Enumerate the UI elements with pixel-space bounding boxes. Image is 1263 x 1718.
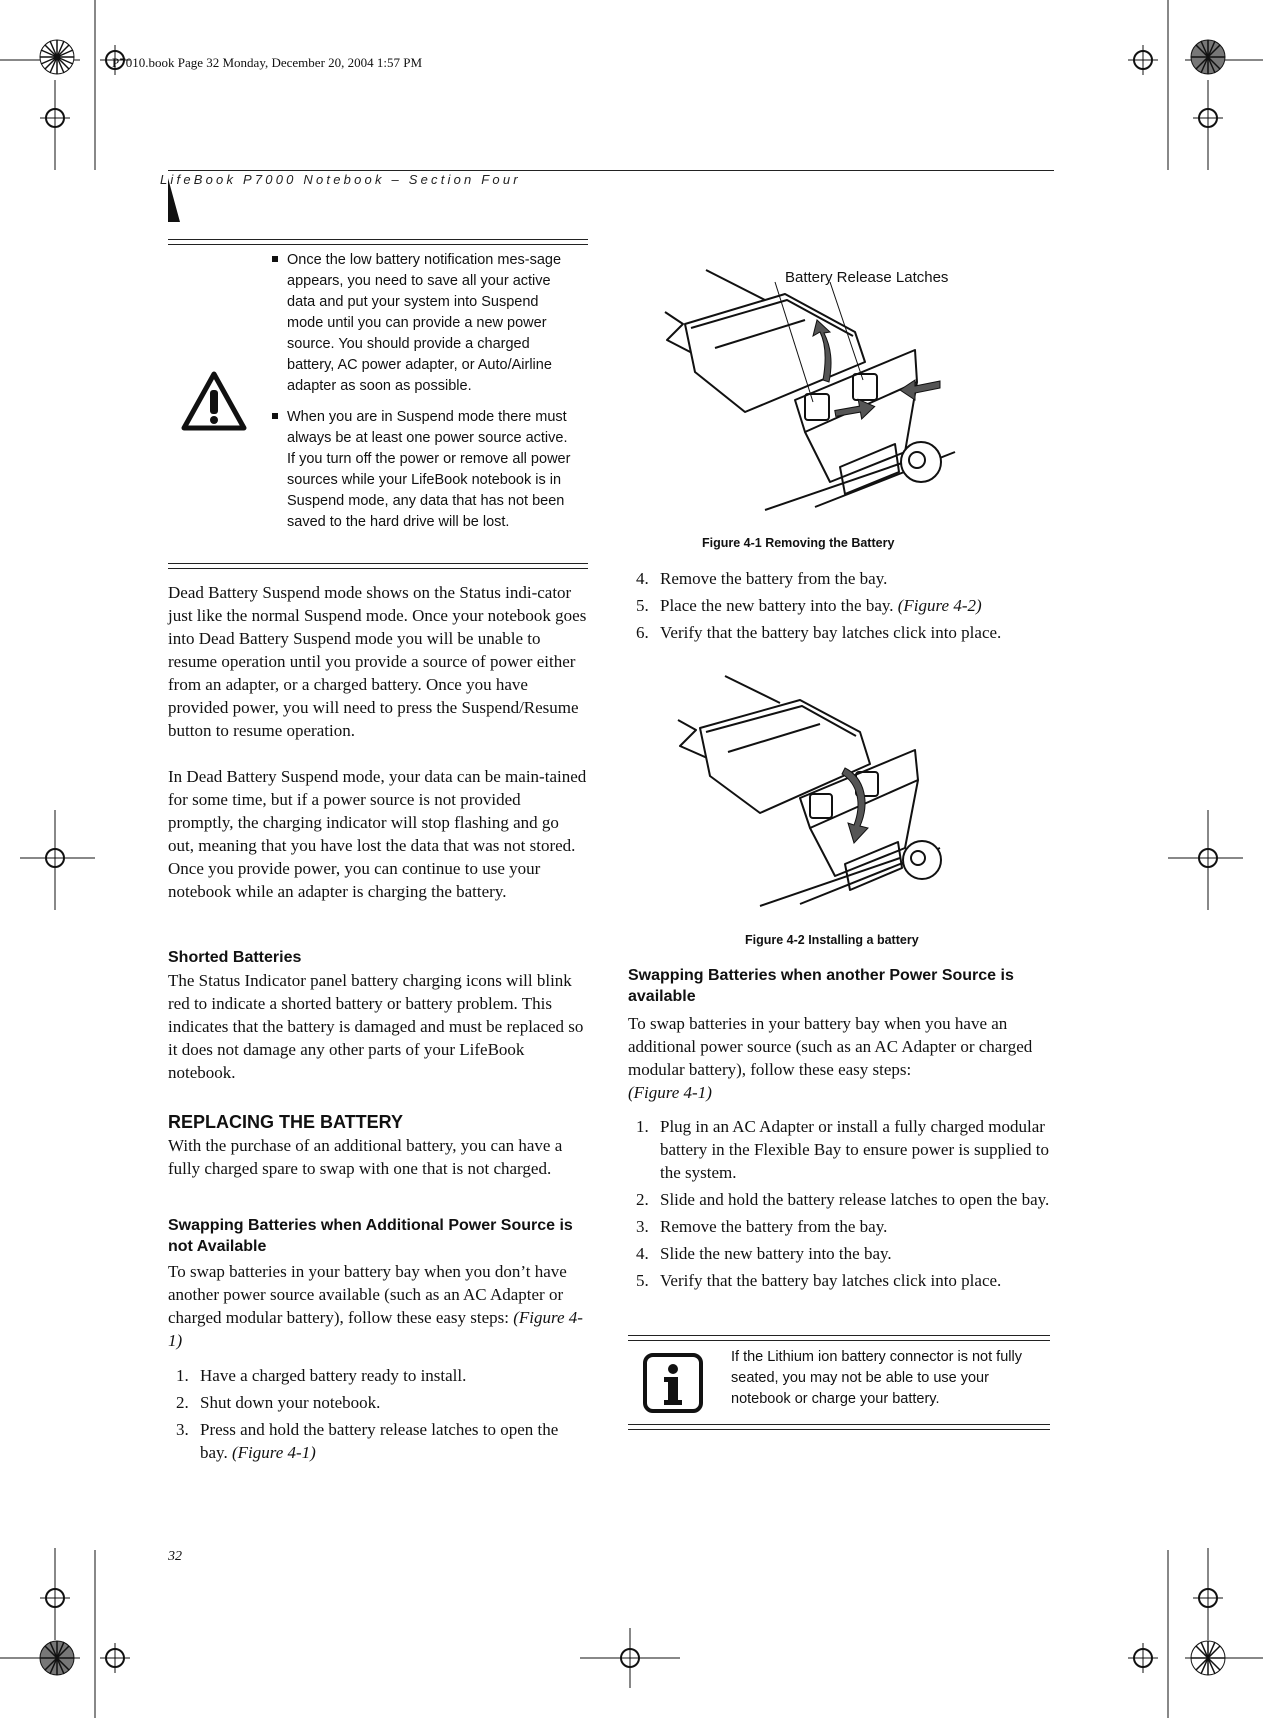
registration-target-icon — [37, 1638, 77, 1678]
steps-list-1 — [168, 1364, 588, 1468]
replacing-battery-heading: REPLACING THE BATTERY — [168, 1112, 404, 1132]
replacing-battery-text: With the purchase of an additional battery, you can have a fully charged spare to swap with one that is not charged. — [168, 1136, 563, 1178]
crosshair-icon — [1128, 1643, 1158, 1673]
list-item: 2. Slide and hold the battery release latches to open the bay. — [636, 1190, 1050, 1209]
list-item: 3. Press and hold the battery release latches to open the bay. (Figure 4-1) — [176, 1420, 559, 1462]
caution-item: When you are in Suspend mode there must always be at least one power source active. If you turn off the power or remove all power sources while your LifeBook notebook is in Suspend mode, any data that has not been saved to the hard drive will be lost. — [272, 407, 577, 533]
shorted-batteries-heading: Shorted Batteries — [168, 949, 302, 966]
figure-callout-label: Battery Release Latches — [785, 269, 949, 286]
crosshair-icon — [1193, 1583, 1223, 1613]
crosshair-icon — [40, 843, 70, 873]
caution-item: Once the low battery notification mes-sage appears, you need to save all your active data and put your system into Suspend mode until you can provide a new power source. You should provide a charged battery, AC power adapter, or Auto/Airline adapter as soon as possible. — [272, 250, 577, 397]
swap-available-heading: Swapping Batteries when another Power Source is available — [628, 967, 1014, 1005]
crosshair-icon — [100, 1643, 130, 1673]
list-item: 1. Plug in an AC Adapter or install a fully charged modular battery in the Flexible Bay to ensure power is supplied to the system. — [636, 1117, 1050, 1182]
swap-available-body: To swap batteries in your battery bay when you have an additional power source (such as an AC Adapter or charged modular battery), follow these easy steps: — [628, 1014, 1033, 1079]
info-icon — [642, 1352, 704, 1414]
steps-list-continued — [628, 567, 1058, 648]
list-item: 2. Shut down your notebook. — [176, 1393, 381, 1412]
crosshair-icon — [1193, 843, 1223, 873]
page-number: 32 — [168, 1549, 182, 1564]
swap-not-available-text — [168, 1260, 588, 1352]
note-top-rule — [628, 1335, 1050, 1341]
list-item: 5. Place the new battery into the bay. (Figure 4-2) — [636, 596, 982, 615]
steps-list-2 — [628, 1115, 1058, 1296]
print-slug: P7010.book Page 32 Monday, December 20, 2004 1:57 PM — [112, 55, 423, 70]
list-item: 1. Have a charged battery ready to install. — [176, 1366, 467, 1385]
figure-reference: (Figure 4-2) — [897, 596, 982, 615]
swap-not-available-heading: Swapping Batteries when Additional Power Source is not Available — [168, 1217, 573, 1255]
figure-4-2-caption: Figure 4-2 Installing a battery — [745, 933, 919, 947]
caution-bottom-rule — [168, 563, 588, 569]
warning-triangle-icon — [180, 370, 248, 432]
figure-reference: (Figure 4-1) — [628, 1083, 712, 1102]
shorted-batteries-text: The Status Indicator panel battery charging icons will blink red to indicate a shorted battery or battery problem. This indicates that the battery is damaged and must be replaced so it does not damage any other parts of your LifeBook notebook. — [168, 971, 584, 1082]
registration-target-icon — [1188, 37, 1228, 77]
figure-4-1-caption: Figure 4-1 Removing the Battery — [702, 536, 895, 550]
figure-reference: (Figure 4-1) — [168, 1308, 583, 1350]
dead-battery-paragraph-2: In Dead Battery Suspend mode, your data can be main-tained for some time, but if a power source is not provided promptly, the charging indicator will stop flashing and go out, meaning that you have lost the data that was not stored. Once you provide power, you can continue to use your notebook while an adapter is charging the battery. — [168, 767, 587, 901]
figure-4-2-illustration — [670, 668, 970, 908]
crosshair-icon — [1128, 45, 1158, 75]
list-item: 4. Remove the battery from the bay. — [636, 569, 888, 588]
registration-target-icon — [1188, 1638, 1228, 1678]
note-bottom-rule — [628, 1424, 1050, 1430]
crosshair-icon — [40, 1583, 70, 1613]
caution-top-rule — [168, 239, 588, 245]
list-item: 5. Verify that the battery bay latches click into place. — [636, 1271, 1002, 1290]
crosshair-icon — [580, 1628, 680, 1688]
list-item: 3. Remove the battery from the bay. — [636, 1217, 888, 1236]
caution-list — [272, 250, 577, 543]
swap-available-text — [628, 1012, 1058, 1104]
registration-target-icon — [37, 37, 77, 77]
dead-battery-paragraph: Dead Battery Suspend mode shows on the Status indi-cator just like the normal Suspend mode. Once your notebook goes into Dead Battery Suspend mode you will be unable to resume operation until you provide a source of power either from an adapter, or a charged battery. Once you have provided power, you will need to press the Suspend/Resume button to resume operation. — [168, 583, 587, 740]
swap-not-available-body: To swap batteries in your battery bay when you don’t have another power source available (such as an AC Adapter or charged modular battery), follow these easy steps: — [168, 1262, 567, 1327]
figure-reference: (Figure 4-1) — [231, 1443, 316, 1462]
figure-4-1-illustration — [655, 262, 995, 512]
header-rule — [168, 170, 1054, 171]
note-text: If the Lithium ion battery connector is not fully seated, you may not be able to use your notebook or charge your battery. — [731, 1349, 1022, 1407]
running-head: LifeBook P7000 Notebook – Section Four — [160, 172, 521, 187]
crosshair-icon — [40, 103, 70, 133]
crosshair-icon — [1193, 103, 1223, 133]
list-item: 4. Slide the new battery into the bay. — [636, 1244, 892, 1263]
list-item: 6. Verify that the battery bay latches click into place. — [636, 623, 1002, 642]
